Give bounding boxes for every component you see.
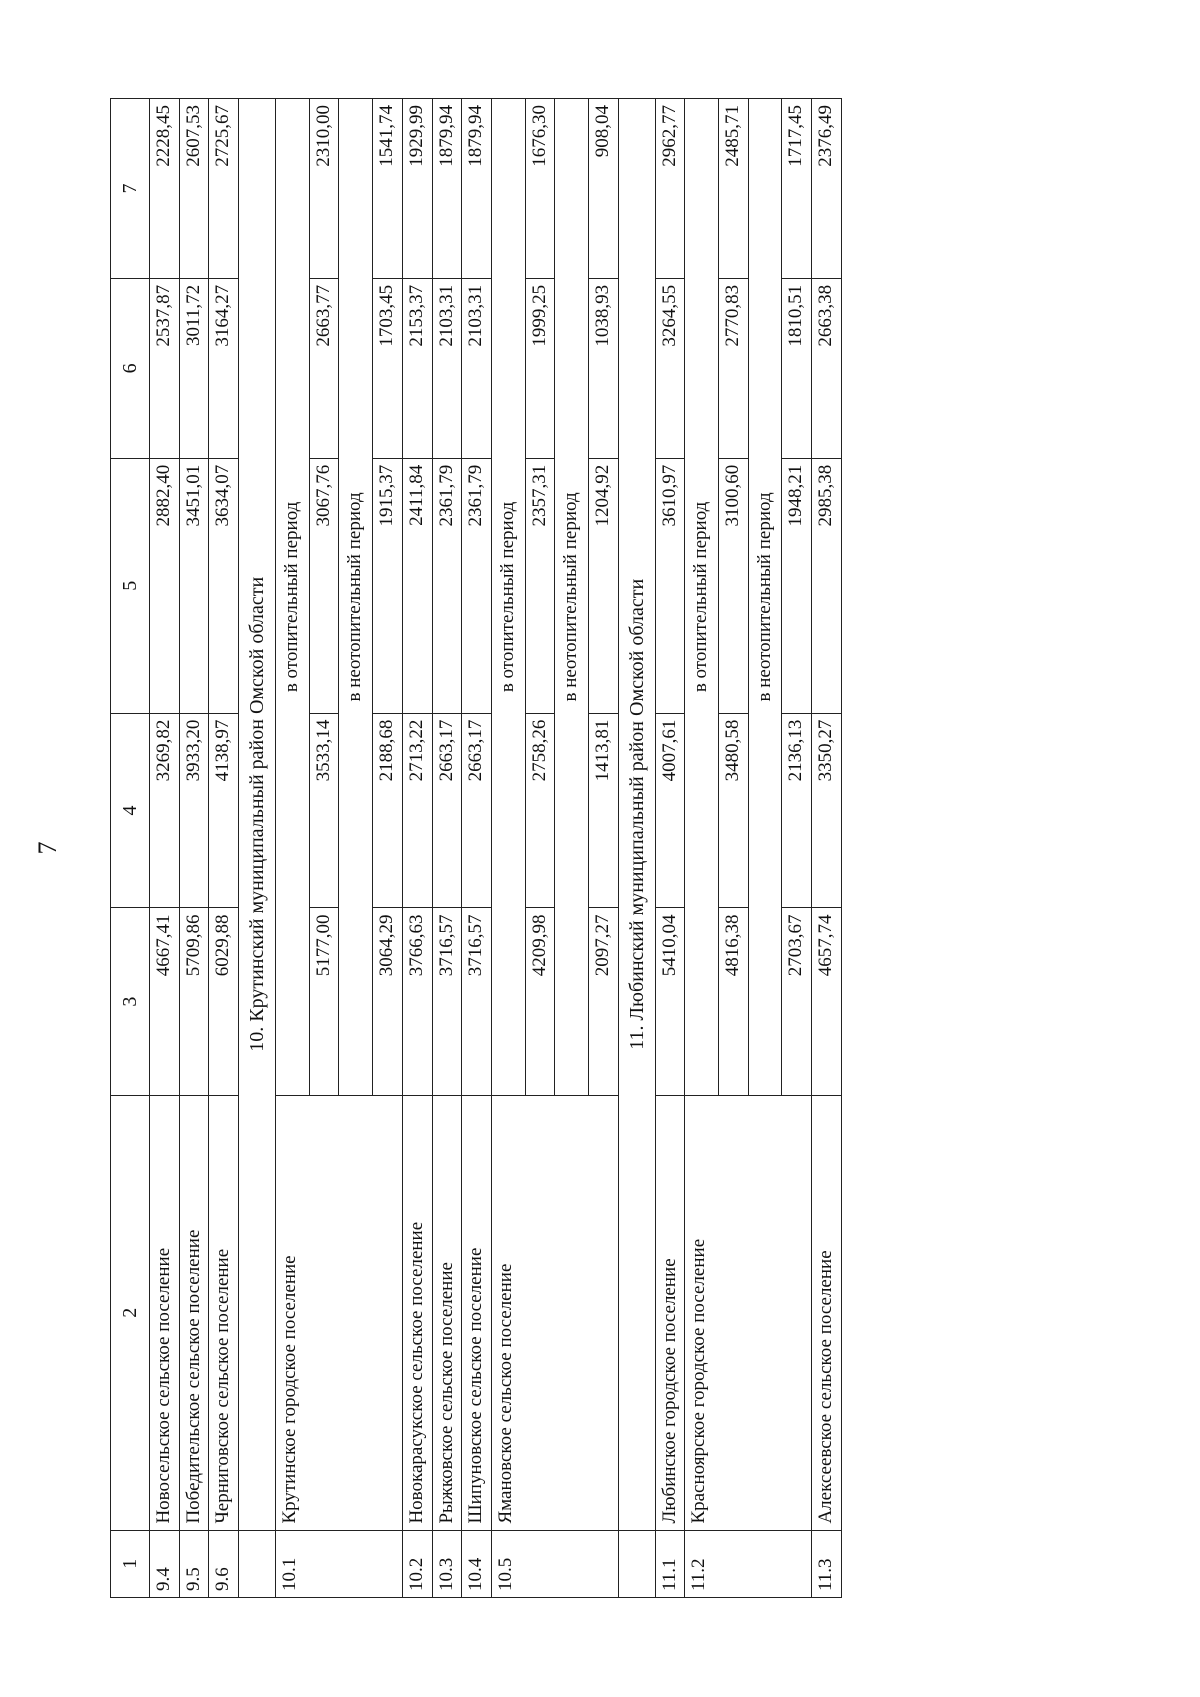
value-cell: 5410,04 (655, 908, 685, 1095)
header-cell: 2 (111, 1095, 150, 1530)
value-cell: 2376,49 (812, 99, 842, 279)
header-cell: 6 (111, 278, 150, 458)
period-row (685, 99, 719, 1598)
value-cell: 1703,45 (373, 278, 403, 458)
value-cell: 5177,00 (309, 908, 339, 1095)
period-label: в отопительный период (685, 99, 719, 1096)
settlement-name: Алексеевское сельское поселение (812, 1095, 842, 1530)
value-cell: 2485,71 (719, 99, 749, 279)
row-code: 11.3 (812, 1530, 842, 1597)
value-cell: 2136,13 (782, 713, 812, 908)
period-label: в неотопительный период (555, 99, 589, 1096)
value-cell: 2411,84 (402, 458, 432, 713)
row-code: 11.2 (685, 1530, 812, 1597)
settlement-name: Новокарасукское сельское поселение (402, 1095, 432, 1530)
table-row (655, 99, 685, 1598)
header-cell: 4 (111, 713, 150, 908)
row-code: 9.6 (209, 1530, 239, 1597)
tariff-table (110, 98, 842, 1598)
row-code: 10.4 (462, 1530, 492, 1597)
value-cell: 2663,77 (309, 278, 339, 458)
header-cell: 3 (111, 908, 150, 1095)
value-cell: 2361,79 (462, 458, 492, 713)
table-row (462, 99, 492, 1598)
value-cell: 3766,63 (402, 908, 432, 1095)
table-row (209, 99, 239, 1598)
value-cell: 1879,94 (462, 99, 492, 279)
value-cell: 2713,22 (402, 713, 432, 908)
settlement-name: Черниговское сельское поселение (209, 1095, 239, 1530)
header-cell: 5 (111, 458, 150, 713)
header-cell: 1 (111, 1530, 150, 1597)
settlement-name: Красноярское городское поселение (685, 1095, 812, 1530)
value-cell: 4138,97 (209, 713, 239, 908)
header-row (111, 99, 150, 1598)
value-cell: 2361,79 (432, 458, 462, 713)
row-code: 9.5 (179, 1530, 209, 1597)
value-cell: 3716,57 (432, 908, 462, 1095)
value-cell: 3634,07 (209, 458, 239, 713)
table-row (812, 99, 842, 1598)
value-cell: 3610,97 (655, 458, 685, 713)
section-title: 11. Любинский муниципальный район Омской области (618, 99, 655, 1531)
settlement-name: Шипуновское сельское поселение (462, 1095, 492, 1530)
value-cell: 5709,86 (179, 908, 209, 1095)
value-cell: 3480,58 (719, 713, 749, 908)
value-cell: 1541,74 (373, 99, 403, 279)
settlement-name: Ямановское сельское поселение (491, 1095, 618, 1530)
section-row (618, 99, 655, 1598)
value-cell: 2725,67 (209, 99, 239, 279)
settlement-name: Победительское сельское поселение (179, 1095, 209, 1530)
period-row (276, 99, 310, 1598)
value-cell: 1717,45 (782, 99, 812, 279)
settlement-name: Любинское городское поселение (655, 1095, 685, 1530)
value-cell: 3269,82 (150, 713, 180, 908)
period-label: в отопительный период (491, 99, 525, 1096)
value-cell: 908,04 (588, 99, 618, 279)
value-cell: 2663,38 (812, 278, 842, 458)
value-cell: 4209,98 (525, 908, 555, 1095)
value-cell: 3064,29 (373, 908, 403, 1095)
value-cell: 2103,31 (432, 278, 462, 458)
value-cell: 6029,88 (209, 908, 239, 1095)
value-cell: 3350,27 (812, 713, 842, 908)
value-cell: 2357,31 (525, 458, 555, 713)
value-cell: 4816,38 (719, 908, 749, 1095)
value-cell: 2770,83 (719, 278, 749, 458)
value-cell: 1038,93 (588, 278, 618, 458)
row-code: 10.1 (276, 1530, 403, 1597)
header-cell: 7 (111, 99, 150, 279)
value-cell: 3100,60 (719, 458, 749, 713)
section-title: 10. Крутинский муниципальный район Омской области (239, 99, 276, 1531)
value-cell: 3933,20 (179, 713, 209, 908)
period-label: в неотопительный период (339, 99, 373, 1096)
period-row (491, 99, 525, 1598)
period-label: в неотопительный период (748, 99, 782, 1096)
value-cell: 2703,67 (782, 908, 812, 1095)
period-label: в отопительный период (276, 99, 310, 1096)
section-row (239, 99, 276, 1598)
value-cell: 1915,37 (373, 458, 403, 713)
value-cell: 3716,57 (462, 908, 492, 1095)
settlement-name: Рыжковское сельское поселение (432, 1095, 462, 1530)
value-cell: 1810,51 (782, 278, 812, 458)
value-cell: 1413,81 (588, 713, 618, 908)
value-cell: 2962,77 (655, 99, 685, 279)
rotated-table-container (110, 98, 1090, 1598)
row-code: 11.1 (655, 1530, 685, 1597)
value-cell: 2310,00 (309, 99, 339, 279)
value-cell: 3067,76 (309, 458, 339, 713)
value-cell: 3011,72 (179, 278, 209, 458)
value-cell: 2537,87 (150, 278, 180, 458)
value-cell: 1879,94 (432, 99, 462, 279)
value-cell: 2228,45 (150, 99, 180, 279)
value-cell: 2985,38 (812, 458, 842, 713)
settlement-name: Новосельское сельское поселение (150, 1095, 180, 1530)
value-cell: 3451,01 (179, 458, 209, 713)
row-code: 10.3 (432, 1530, 462, 1597)
value-cell: 4007,61 (655, 713, 685, 908)
value-cell: 2153,37 (402, 278, 432, 458)
value-cell: 3533,14 (309, 713, 339, 908)
table-row (150, 99, 180, 1598)
table-row (402, 99, 432, 1598)
page-number: 7 (33, 841, 62, 855)
value-cell: 2758,26 (525, 713, 555, 908)
value-cell: 3264,55 (655, 278, 685, 458)
value-cell: 2882,40 (150, 458, 180, 713)
value-cell: 4667,41 (150, 908, 180, 1095)
value-cell: 1929,99 (402, 99, 432, 279)
value-cell: 2663,17 (462, 713, 492, 908)
value-cell: 1204,92 (588, 458, 618, 713)
value-cell: 1676,30 (525, 99, 555, 279)
row-code: 10.5 (491, 1530, 618, 1597)
table-row (179, 99, 209, 1598)
value-cell: 1999,25 (525, 278, 555, 458)
value-cell: 4657,74 (812, 908, 842, 1095)
value-cell: 2607,53 (179, 99, 209, 279)
value-cell: 1948,21 (782, 458, 812, 713)
table-row (432, 99, 462, 1598)
row-code: 10.2 (402, 1530, 432, 1597)
value-cell: 2097,27 (588, 908, 618, 1095)
value-cell: 3164,27 (209, 278, 239, 458)
settlement-name: Крутинское городское поселение (276, 1095, 403, 1530)
value-cell: 2663,17 (432, 713, 462, 908)
value-cell: 2188,68 (373, 713, 403, 908)
row-code: 9.4 (150, 1530, 180, 1597)
value-cell: 2103,31 (462, 278, 492, 458)
